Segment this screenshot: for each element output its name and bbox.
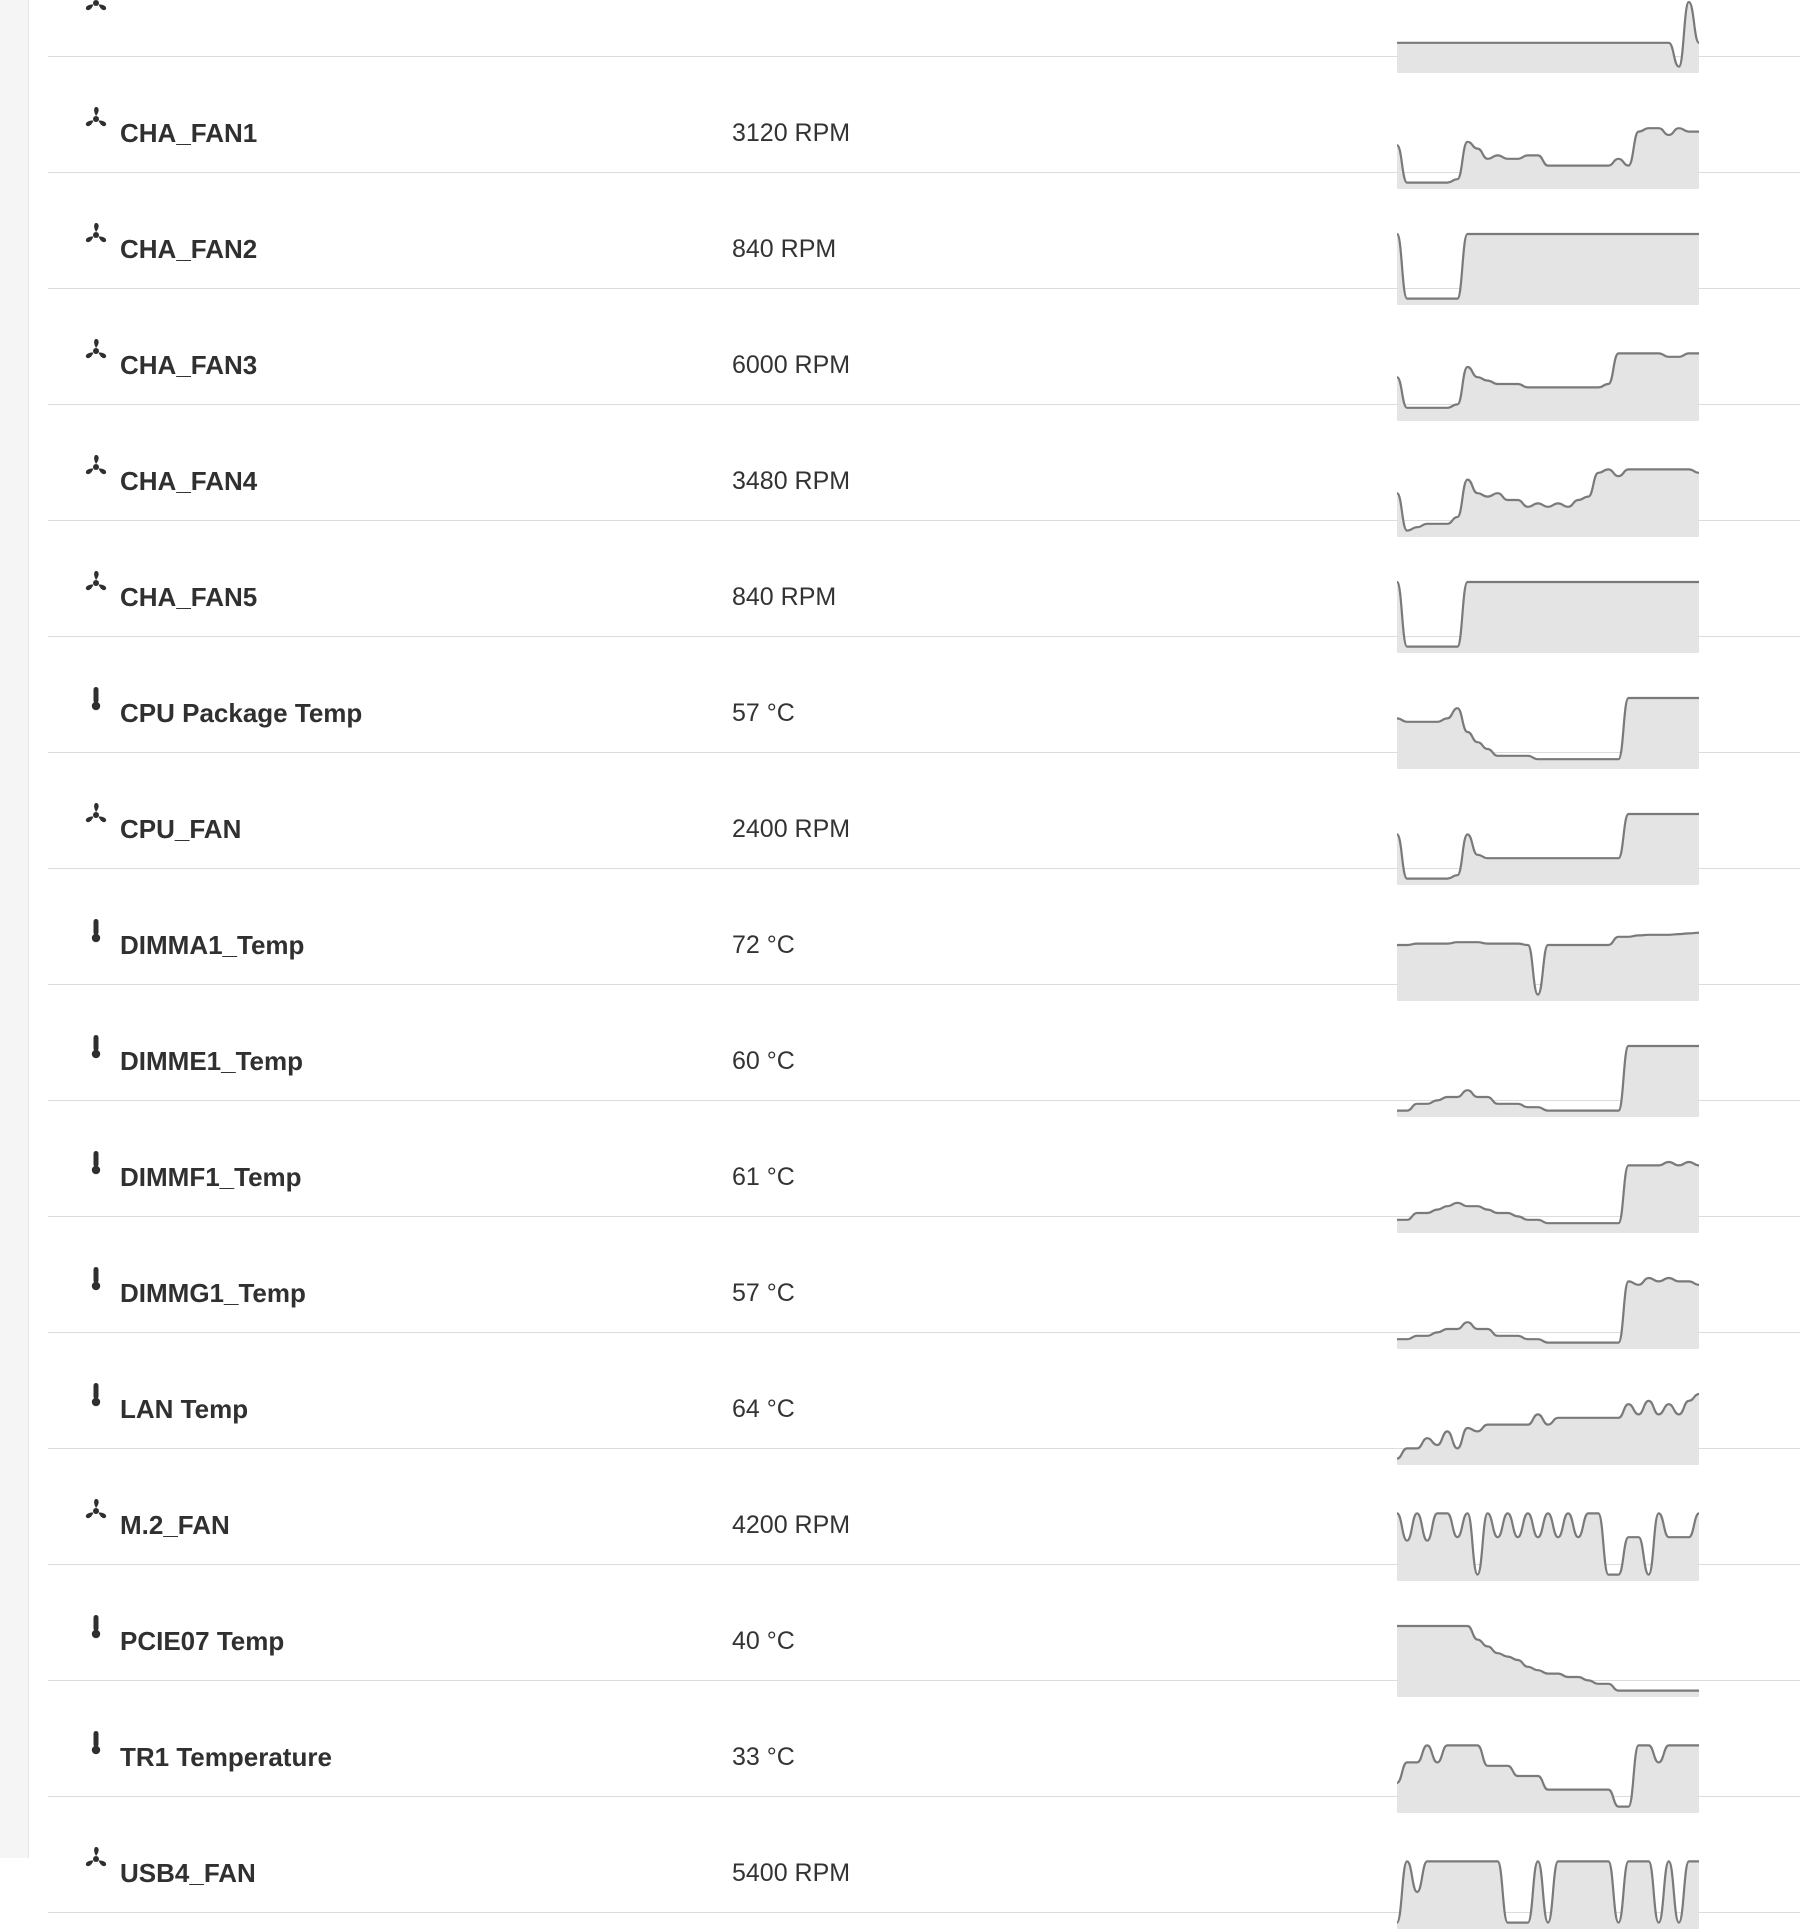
fan-icon [82,105,110,133]
sensor-name: DIMME1_Temp [120,1046,303,1076]
sensor-value: 57 °C [732,699,795,727]
sensor-value: 840 RPM [732,235,837,263]
sensor-value: 33 °C [732,1743,795,1771]
sensor-name: M.2_FAN [120,1510,230,1540]
thermometer-icon [82,1149,110,1177]
sensor-name: DIMMA1_Temp [120,930,305,960]
fan-icon [82,0,110,17]
sensor-value: 840 RPM [732,583,837,611]
sensor-value: 60 °C [732,1047,795,1075]
fan-icon [82,1845,110,1873]
sensor-row[interactable] [48,1217,1800,1333]
sensor-sparkline [1397,1855,1699,1929]
sensor-value: 3120 RPM [732,119,851,147]
sensor-row[interactable] [48,1333,1800,1449]
sensor-row[interactable] [48,1797,1800,1913]
sensor-name: DIMMF1_Temp [120,1162,302,1192]
sensor-row[interactable] [48,753,1800,869]
fan-icon [82,569,110,597]
sensor-value: 61 °C [732,1163,795,1191]
sensor-row[interactable] [48,1681,1800,1797]
left-sidebar-edge [0,0,29,1858]
sensor-value: 5400 RPM [732,1859,851,1887]
sensor-value: 72 °C [732,931,795,959]
fan-icon [82,337,110,365]
sensor-row[interactable] [48,521,1800,637]
sensor-row[interactable] [48,1449,1800,1565]
sensor-name: DIMMG1_Temp [120,1278,306,1308]
thermometer-icon [82,1381,110,1409]
fan-icon [82,221,110,249]
sensor-row[interactable] [48,57,1800,173]
sensor-value: 2400 RPM [732,815,851,843]
sensor-row[interactable] [48,1565,1800,1681]
sensor-value: 40 °C [732,1627,795,1655]
fan-icon [82,801,110,829]
sensor-name: TR1 Temperature [120,1742,332,1772]
sensor-row[interactable] [48,0,1800,57]
sensor-row[interactable] [48,637,1800,753]
sensor-name: CHA_FAN4 [120,466,258,496]
sensor-name: CHA_FAN5 [120,582,258,612]
sensor-name: CPU Package Temp [120,698,363,728]
sensor-list [48,0,1800,1888]
sensor-row[interactable] [48,869,1800,985]
fan-icon [82,453,110,481]
sensor-value: 4200 RPM [732,1511,851,1539]
sensor-row[interactable] [48,405,1800,521]
thermometer-icon [82,917,110,945]
sensor-name: CHA_FAN2 [120,234,258,264]
sensor-row[interactable] [48,985,1800,1101]
sensor-value: 6000 RPM [732,351,851,379]
thermometer-icon [82,1033,110,1061]
sensor-name: CPU_FAN [120,814,242,844]
sensor-name: LAN Temp [120,1394,249,1424]
sensor-name: USB4_FAN [120,1858,256,1888]
thermometer-icon [82,1729,110,1757]
sensor-row[interactable] [48,1101,1800,1217]
sensor-name: PCIE07 Temp [120,1626,285,1656]
sensor-row[interactable] [48,173,1800,289]
sensor-value: 57 °C [732,1279,795,1307]
thermometer-icon [82,1613,110,1641]
sensor-name: CHA_FAN1 [120,118,258,148]
sensor-row[interactable] [48,289,1800,405]
sensor-value: 3480 RPM [732,467,851,495]
sensor-value: 64 °C [732,1395,795,1423]
fan-icon [82,1497,110,1525]
thermometer-icon [82,1265,110,1293]
sensor-name: CHA_FAN3 [120,350,258,380]
thermometer-icon [82,685,110,713]
